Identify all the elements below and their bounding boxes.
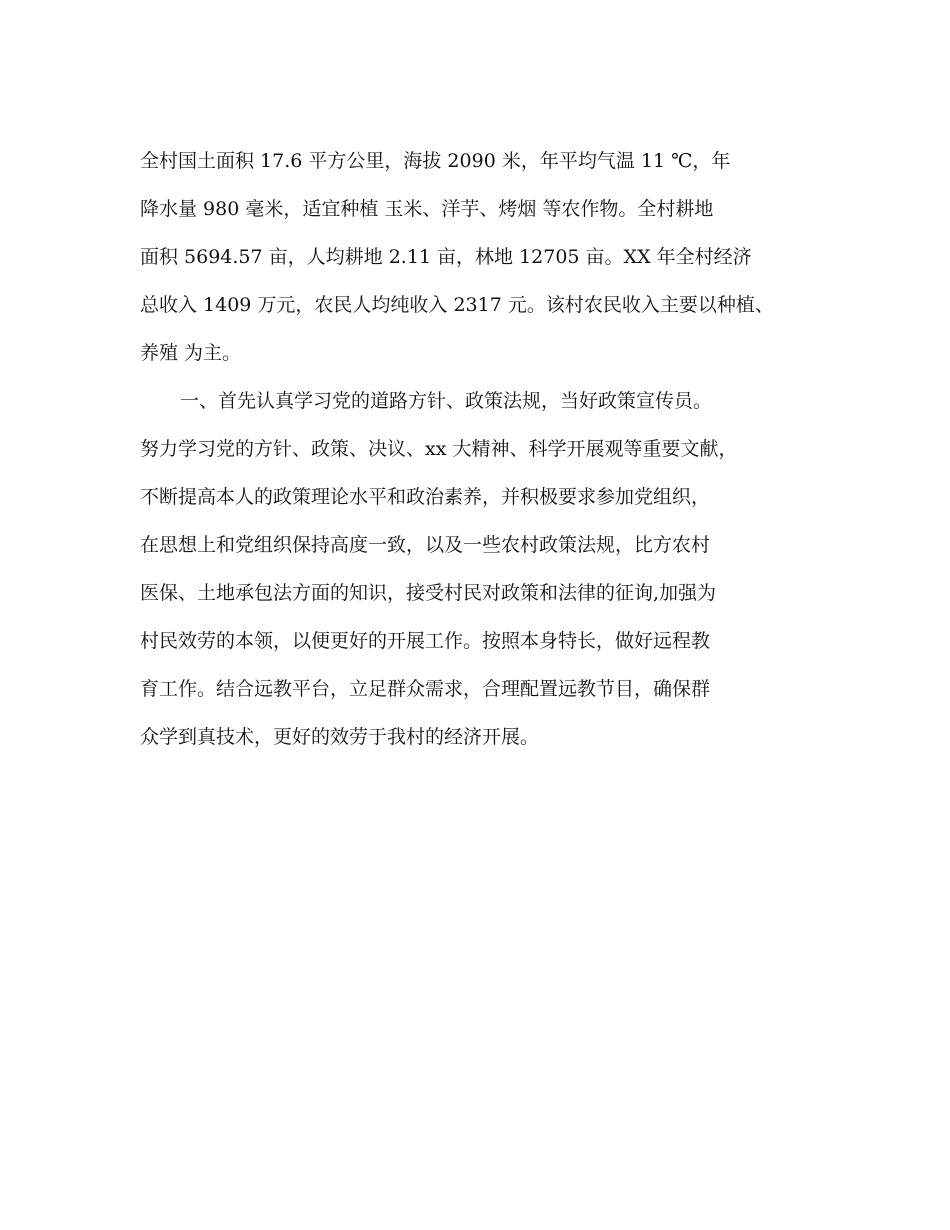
text-line: 努力学习党的方针、政策、决议、xx 大精神、科学开展观等重要文献，: [140, 438, 738, 460]
text-line: 育工作。结合远教平台，立足群众需求，合理配置远教节目，确保群: [140, 678, 711, 700]
text-line: 不断提高本人的政策理论水平和政治素养，并积极要求参加党组织，: [140, 486, 711, 508]
text-line: 养殖 为主。: [140, 342, 242, 364]
text-line: 降水量 980 毫米，适宜种植 玉米、洋芋、烤烟 等农作物。全村耕地: [140, 198, 714, 220]
text-line: 面积 5694.57 亩，人均耕地 2.11 亩，林地 12705 亩。XX 年全村经济: [140, 246, 752, 268]
text-line: 总收入 1409 万元，农民人均纯收入 2317 元。该村农民收入主要以种植、: [140, 294, 774, 316]
text-line: 在思想上和党组织保持高度一致，以及一些农村政策法规，比方农村: [140, 534, 711, 556]
body-text: [140, 137, 840, 761]
text-line: 众学到真技术，更好的效劳于我村的经济开展。: [140, 726, 540, 748]
text-line: 全村国土面积 17.6 平方公里，海拔 2090 米，年平均气温 11 ℃，年: [140, 150, 731, 172]
text-line: 医保、土地承包法方面的知识，接受村民对政策和法律的征询,加强为: [140, 582, 717, 604]
section-heading: 一、首先认真学习党的道路方针、政策法规，当好政策宣传员。: [180, 390, 713, 412]
text-line: 村民效劳的本领，以便更好的开展工作。按照本身特长，做好远程教: [140, 630, 711, 652]
